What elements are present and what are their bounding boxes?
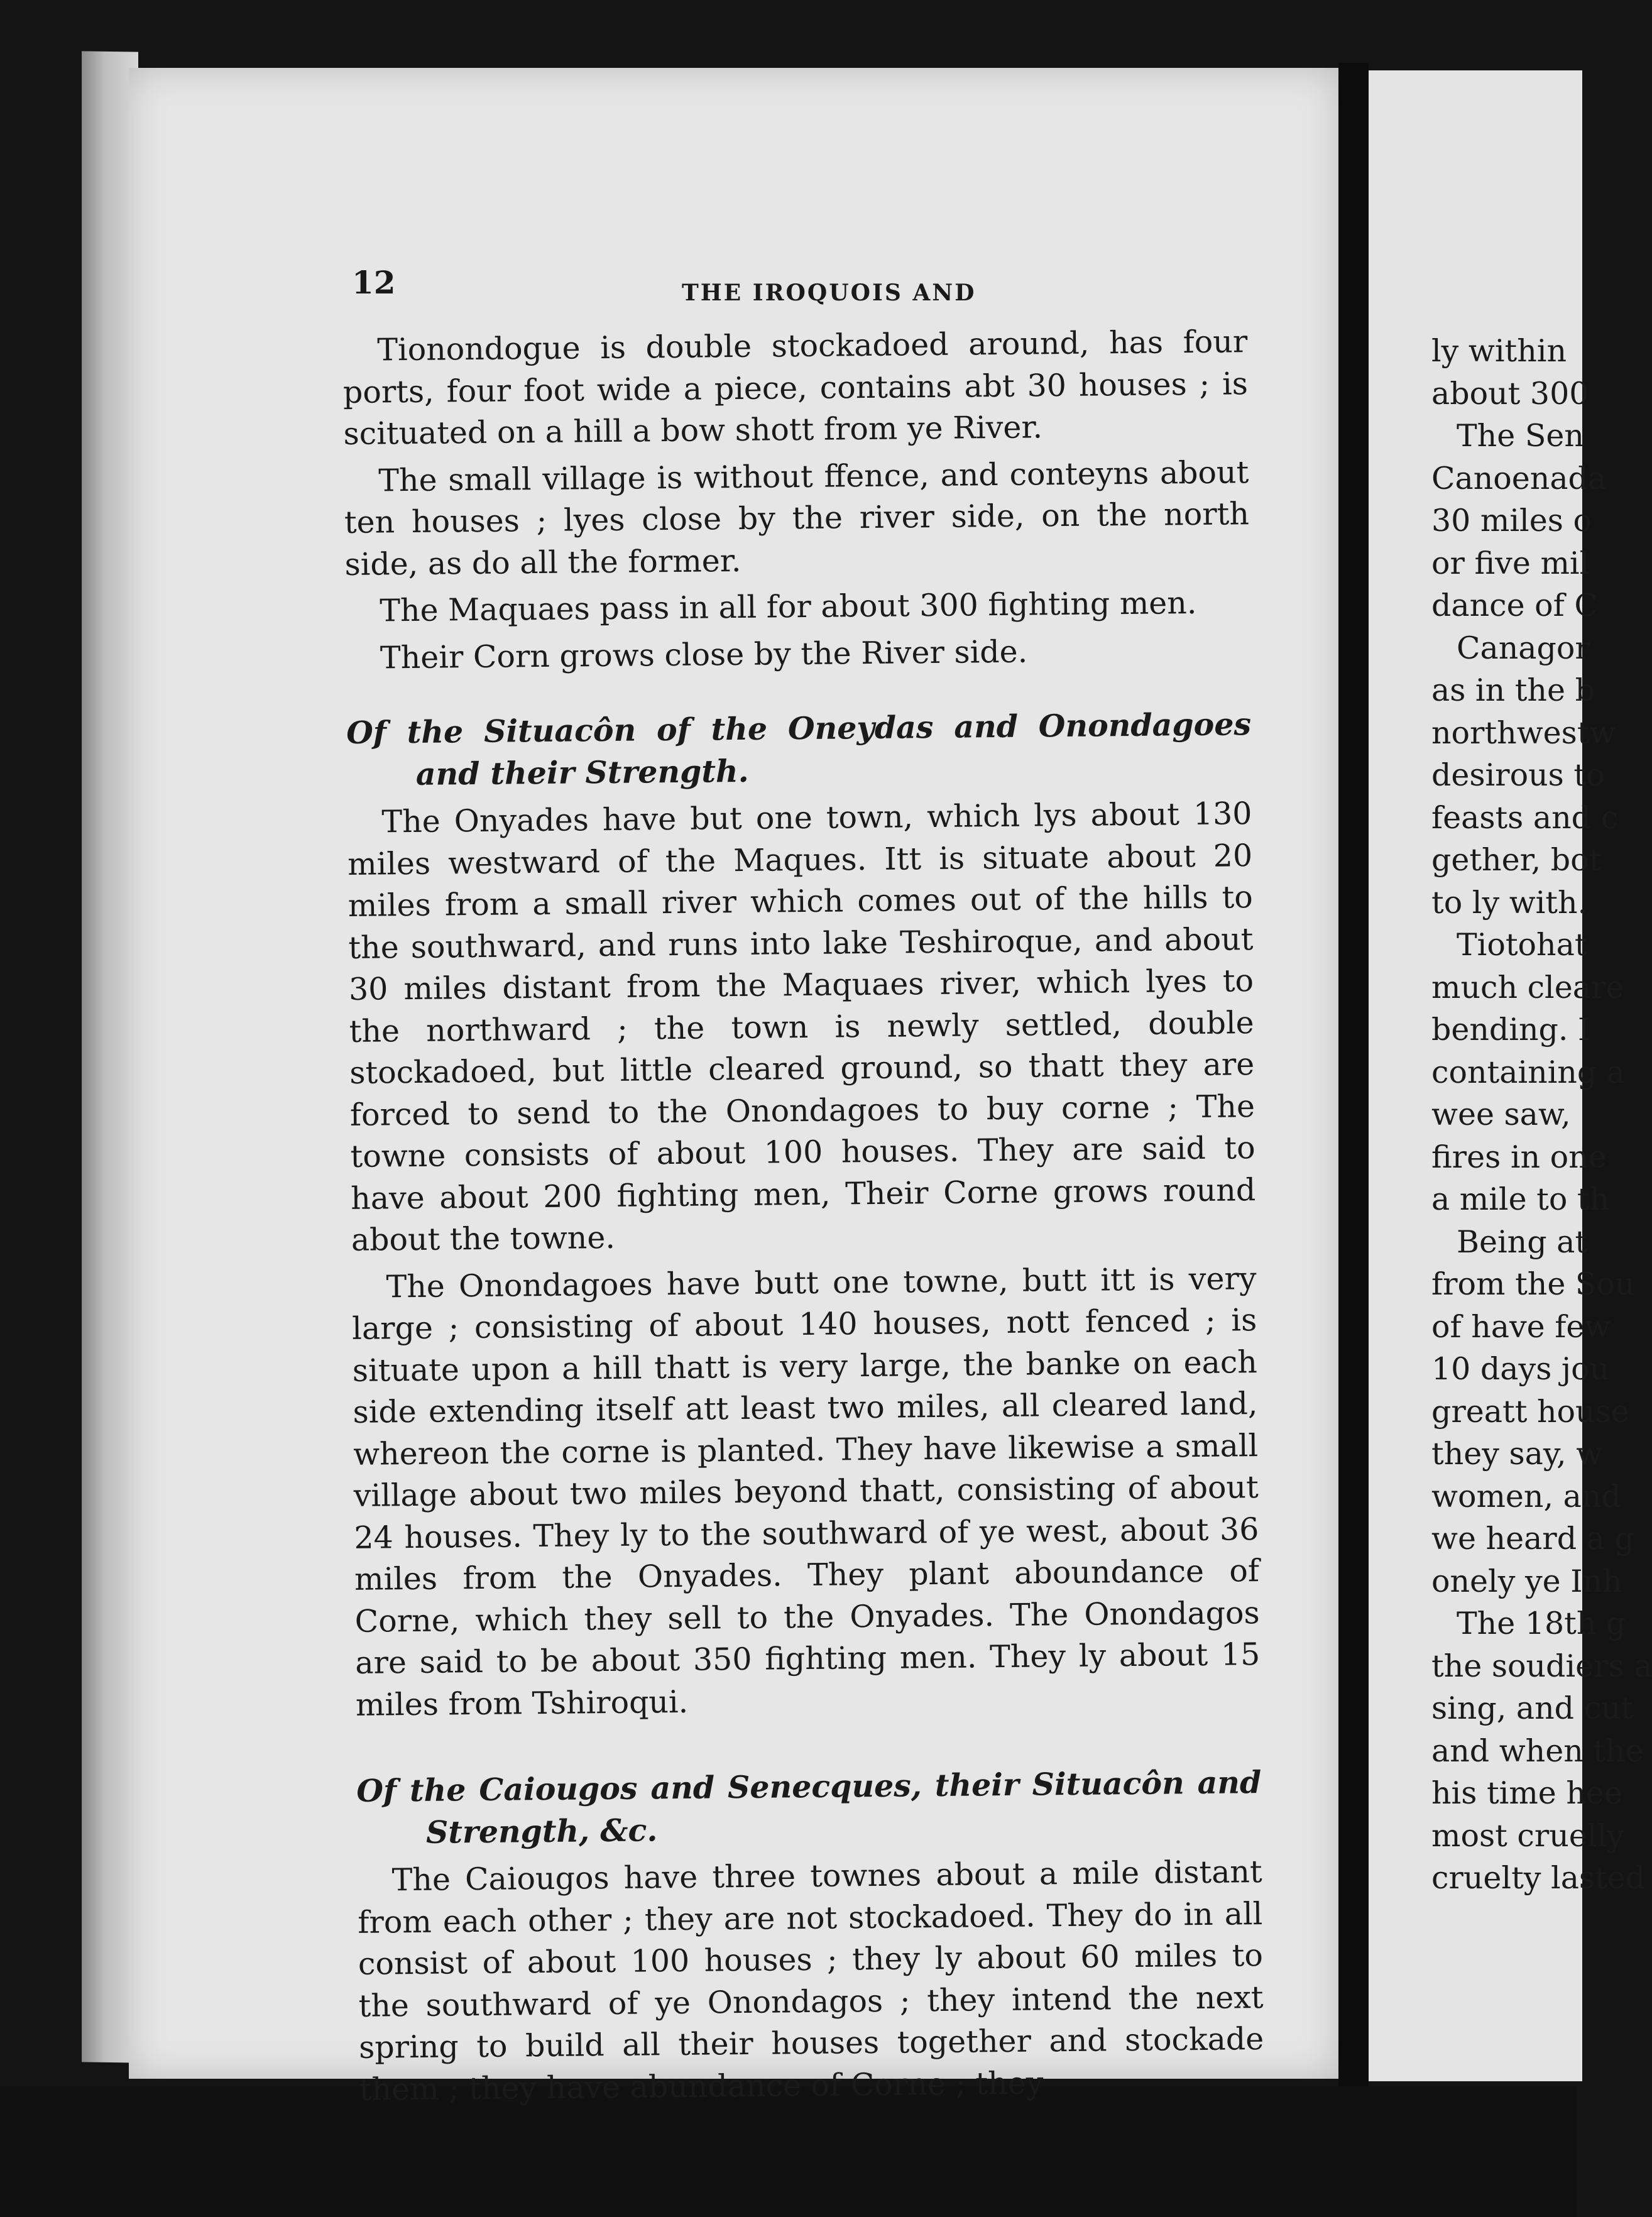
text-line: as in the b bbox=[1431, 672, 1595, 708]
text-line: fires in one bbox=[1431, 1139, 1607, 1175]
text-line: most cruelly bbox=[1431, 1817, 1624, 1854]
text-line: much cleare bbox=[1431, 969, 1624, 1005]
text-line: women, and bbox=[1431, 1478, 1621, 1514]
text-line: his time hee bbox=[1431, 1775, 1622, 1811]
book-gutter bbox=[1338, 63, 1369, 2086]
text-line: to ly with. bbox=[1431, 884, 1588, 921]
text-line: 30 miles o bbox=[1431, 503, 1592, 539]
text-line: bending. I bbox=[1431, 1012, 1590, 1048]
section-heading: Of the Caiougos and Senecques, their Situacôn and Strength, &c. bbox=[356, 1764, 1262, 1851]
text-line: cruelty lasted bbox=[1431, 1860, 1646, 1896]
text-line: we heard a g bbox=[1431, 1521, 1634, 1557]
text-line: sing, and cut bbox=[1431, 1690, 1634, 1726]
paragraph: Tionondogue is double stockadoed around, has four ports, four foot wide a piece, contains abt 30 houses ; is scituated on a hill a bow shott from ye River. bbox=[342, 324, 1249, 452]
text-line: onely ye Inh bbox=[1431, 1563, 1622, 1599]
paragraph: The Caiougos have three townes about a mile distant from each other ; they are not stockadoed. They do in all consist of about 100 houses ; they ly about 60 miles to the southward of ye Onondagos ; they intend the next spring to build all their houses together and stockade them ; they have abundance of Corne ; they bbox=[358, 1854, 1264, 2108]
text-line: greatt house bbox=[1431, 1393, 1629, 1430]
text-line: Being at bbox=[1457, 1223, 1588, 1260]
text-line: and when the bbox=[1431, 1733, 1644, 1769]
text-line: wee saw, bbox=[1431, 1097, 1571, 1132]
section-heading: Of the Situacôn of the Oneydas and Onondagoes and their Strength. bbox=[346, 706, 1252, 792]
paragraph: The Onondagoes have butt one towne, butt itt is very large ; consisting of about 140 houses, nott fenced ; is situate upon a hill thatt is very large, the banke on each side extending itself att least two miles, all cleared land, whereon the corne is planted. They have likewise a small village about two miles beyond thatt, consisting of about 24 houses. They ly to the southward of ye west, about 36 miles from the Onyades. They plant aboundance of Corne, which they sell to the Onyades. The Onondagos are said to be about 350 fighting men. They ly about 15 miles from Tshiroqui. bbox=[351, 1260, 1261, 1723]
text-line: they say, w bbox=[1431, 1436, 1603, 1472]
text-line: Canoenada bbox=[1431, 460, 1607, 496]
text-line: a mile to th bbox=[1431, 1181, 1610, 1217]
text-line: the soudiers a bbox=[1431, 1648, 1652, 1684]
text-line: gether, bot bbox=[1431, 842, 1602, 878]
right-page-text bbox=[1431, 330, 1652, 1900]
paragraph: The Maquaes pass in all for about 300 fighting men. bbox=[380, 584, 1197, 629]
running-head: THE IROQUOIS AND bbox=[682, 280, 976, 306]
text-line: desirous to bbox=[1431, 757, 1605, 793]
page-number: 12 bbox=[352, 264, 396, 301]
text-line: dance of C bbox=[1431, 588, 1598, 623]
text-line: The Sen bbox=[1457, 418, 1584, 454]
text-line: feasts and c bbox=[1431, 799, 1619, 836]
text-line: northwestw bbox=[1431, 714, 1616, 751]
text-line: Canagor bbox=[1457, 630, 1590, 666]
paragraph: The Onyades have but one town, which lys about 130 miles westward of the Maques. Itt is situate about 20 miles from a small river which comes out of the hills to the southward, and runs into lake Teshiroque, and about 30 miles distant from the Maquaes river, which lyes to the northward ; the town is newly settled, double stockadoed, but little cleared ground, so thatt they are forced to send to the Onondagoes to buy corne ; The towne consists of about 100 houses. They are said to have about 200 fighting men, Their Corne grows round about the towne. bbox=[347, 796, 1256, 1258]
text-line: or five mil bbox=[1431, 545, 1590, 581]
text-line: from the Sou bbox=[1431, 1266, 1635, 1302]
text-line: containing a bbox=[1431, 1054, 1626, 1090]
text-line: about 300 bbox=[1431, 375, 1589, 412]
text-line: The 18th g bbox=[1457, 1606, 1626, 1641]
text-line: 10 days jou bbox=[1431, 1351, 1610, 1387]
text-line: of have few bbox=[1431, 1308, 1611, 1345]
text-line: Tiotohat bbox=[1457, 927, 1587, 963]
text-line: ly within bbox=[1431, 333, 1567, 369]
paragraph: The small village is without ffence, and conteyns about ten houses ; lyes close by the river side, on the north side, as do all the former. bbox=[344, 454, 1250, 583]
left-page-text bbox=[342, 321, 1264, 2111]
paragraph: Their Corn grows close by the River side. bbox=[380, 633, 1028, 676]
